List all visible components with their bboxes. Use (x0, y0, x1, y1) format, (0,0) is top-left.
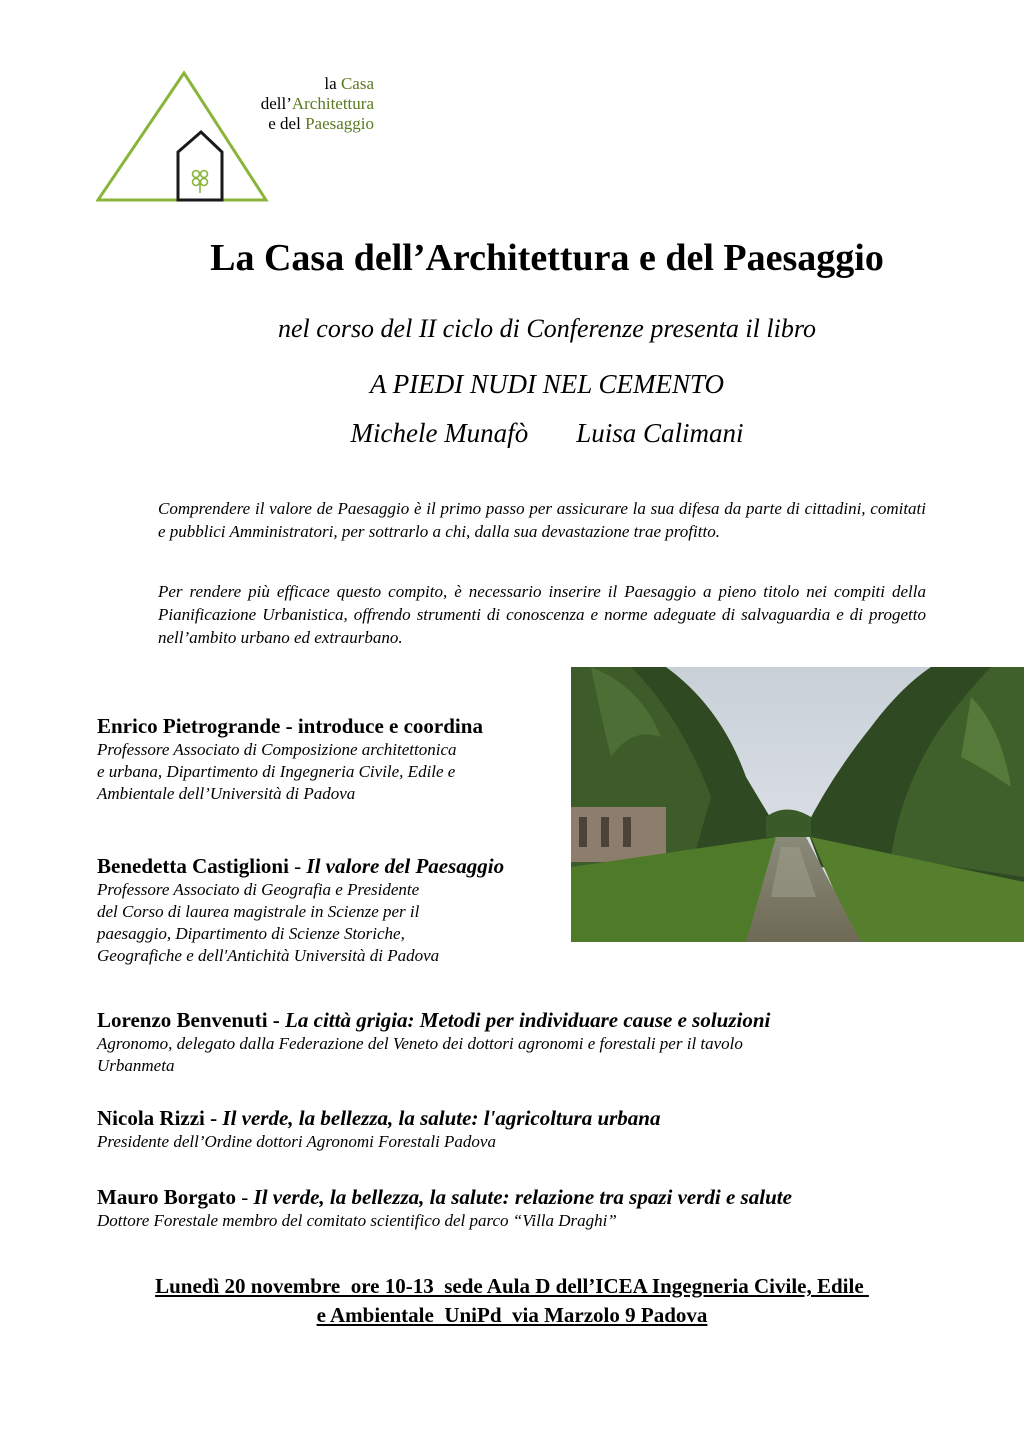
speaker-name: Mauro Borgato (97, 1185, 237, 1209)
speaker-topic: Il verde, la bellezza, la salute: l'agricoltura urbana (222, 1106, 661, 1130)
speaker-role-line: Dottore Forestale membro del comitato scientifico del parco “Villa Draghi” (97, 1211, 617, 1230)
speaker-role (97, 1210, 792, 1232)
speaker-name: Lorenzo Benvenuti (97, 1008, 268, 1032)
speaker-separator: - (267, 1008, 286, 1032)
intro-line: nel corso del II ciclo di Conferenze presenta il libro (278, 314, 816, 343)
speaker-heading (97, 713, 483, 739)
event-details (0, 1272, 1024, 1330)
speaker-role-line: Geografiche e dell'Antichità Università di Padova (97, 946, 440, 965)
event-details-line1: Lunedì 20 novembre ore 10-13 sede Aula D dell’ICEA Ingegneria Civile, Edile (155, 1274, 869, 1298)
description-paragraph-1: Comprendere il valore de Paesaggio è il primo passo per assicurare la sua difesa da parte di cittadini, comitati e pubblici Amministratori, per sottrarlo a chi, dalla sua devastazione trae profitto. (158, 499, 926, 541)
speaker-topic: Il valore del Paesaggio (306, 854, 505, 878)
speaker-role-line: e urbana, Dipartimento di Ingegneria Civile, Edile e (97, 762, 456, 781)
speaker-name: Nicola Rizzi (97, 1106, 205, 1130)
speaker-role-line: paesaggio, Dipartimento di Scienze Storiche, (97, 924, 405, 943)
speaker-topic: Il verde, la bellezza, la salute: relazione tra spazi verdi e salute (253, 1185, 792, 1209)
speaker-entry (97, 1184, 792, 1232)
author-1: Michele Munafò (350, 418, 529, 448)
speaker-entry (97, 713, 483, 805)
speaker-heading (97, 1105, 661, 1131)
speaker-role (97, 879, 504, 967)
book-title: A PIEDI NUDI NEL CEMENTO (369, 369, 725, 399)
speaker-name: Enrico Pietrogrande (97, 714, 281, 738)
speaker-entry (97, 1105, 661, 1153)
speaker-role-line: del Corso di laurea magistrale in Scienze per il (97, 902, 420, 921)
speaker-separator: - (204, 1106, 223, 1130)
event-details-line2: e Ambientale UniPd via Marzolo 9 Padova (316, 1303, 708, 1327)
logo-text-line3: e del Paesaggio (268, 114, 374, 133)
speaker-role-line: Presidente dell’Ordine dottori Agronomi Forestali Padova (97, 1132, 496, 1151)
speaker-separator: - (280, 714, 298, 738)
speaker-heading (97, 1184, 792, 1210)
logo (96, 70, 396, 204)
speaker-entry (97, 853, 504, 967)
speaker-topic: La città grigia: Metodi per individuare cause e soluzioni (285, 1008, 771, 1032)
canal-with-trees-image (571, 667, 1024, 942)
speaker-role (97, 1131, 661, 1153)
speaker-heading (97, 1007, 770, 1033)
logo-text-line1: la Casa (324, 74, 374, 93)
author-2: Luisa Calimani (576, 418, 744, 448)
speaker-entry (97, 1007, 770, 1077)
speaker-role-line: Urbanmeta (97, 1056, 175, 1075)
book-authors (0, 418, 1024, 449)
speaker-role-line: Professore Associato di Geografia e Presidente (97, 880, 420, 899)
logo-text-line2: dell’Architettura (260, 94, 374, 113)
description-paragraph-2: Per rendere più efficace questo compito, è necessario inserire il Paesaggio a pieno titolo nei compiti della Pianificazione Urbanistica, offrendo strumenti di conoscenza e norme adeguate di salvaguardia e di progetto nell’ambito urbano ed extraurbano. (158, 582, 926, 647)
speaker-role (97, 1033, 770, 1077)
speaker-separator: - (288, 854, 307, 878)
speaker-role-line: Agronomo, delegato dalla Federazione del Veneto dei dottori agronomi e forestali per il tavolo (97, 1034, 743, 1053)
speaker-topic: introduce e coordina (297, 714, 483, 738)
speaker-role-line: Professore Associato di Composizione architettonica (97, 740, 457, 759)
page-title: La Casa dell’Architettura e del Paesaggio (210, 237, 884, 279)
speaker-role (97, 739, 483, 805)
speaker-separator: - (236, 1185, 254, 1209)
speaker-role-line: Ambientale dell’Università di Padova (97, 784, 356, 803)
canal-photo (571, 667, 1024, 942)
speaker-name: Benedetta Castiglioni (97, 854, 289, 878)
speaker-heading (97, 853, 504, 879)
